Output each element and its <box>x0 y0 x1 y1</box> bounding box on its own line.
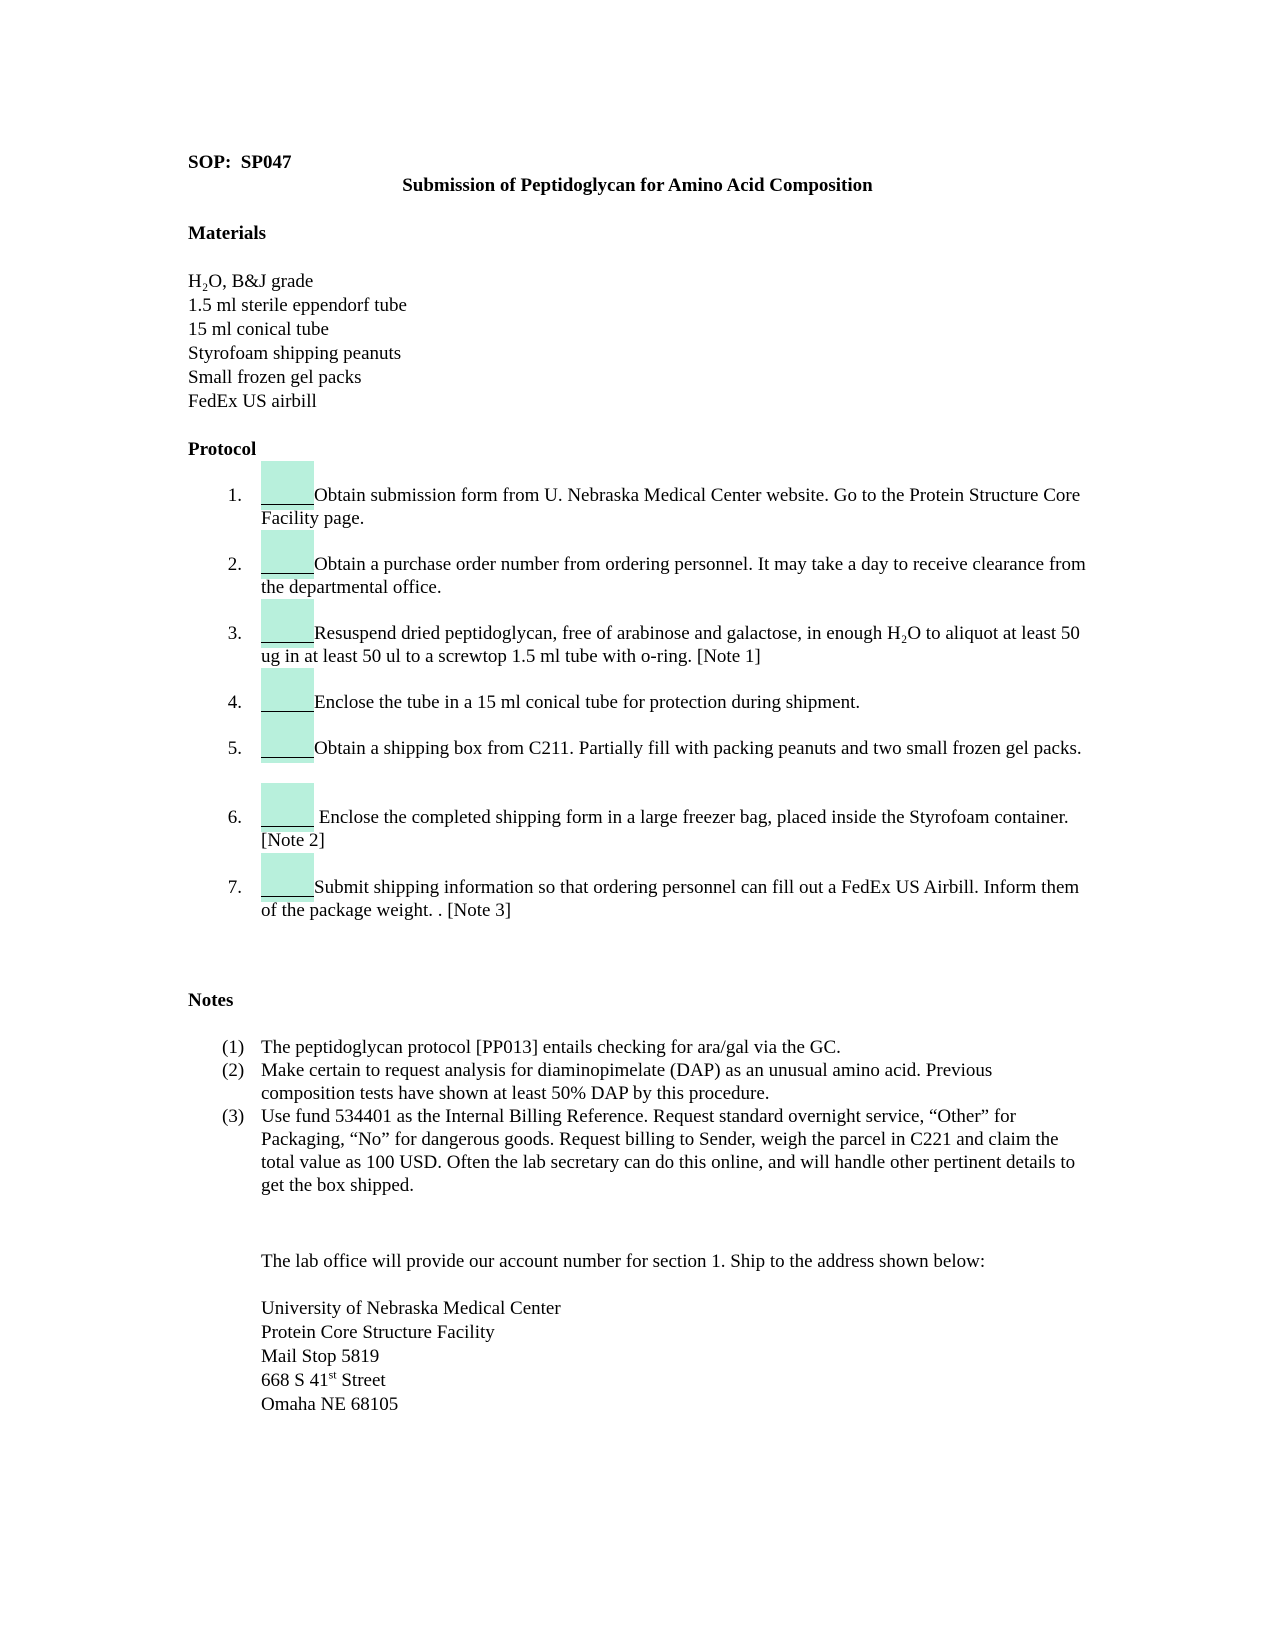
step-text: Obtain submission form from U. Nebraska Medical Center website. Go to the Protein Structure Core Facility page. <box>261 485 1081 529</box>
material-item: Styrofoam shipping peanuts <box>188 343 402 364</box>
note-number: (2) <box>222 1060 245 1081</box>
step-number: 4. <box>227 692 242 713</box>
step-text: Submit shipping information so that ordering personnel can fill out a FedEx US Airbill. Inform them of the package weight. . [Note 3] <box>261 877 1080 921</box>
shipping-address <box>261 1297 561 1417</box>
address-line-street <box>261 1369 561 1393</box>
step-text: Obtain a shipping box from C211. Partially fill with packing peanuts and two small frozen gel packs. <box>314 738 1082 759</box>
sop-id-line <box>188 151 291 174</box>
step-number: 5. <box>227 738 242 759</box>
material-item: H₂O, B&J grade <box>188 271 314 292</box>
address-line: Protein Core Structure Facility <box>261 1322 495 1343</box>
street-name: Street <box>336 1370 386 1391</box>
sop-label: SOP: <box>188 152 232 173</box>
document-title: Submission of Peptidoglycan for Amino Acid Composition <box>402 175 873 196</box>
material-item: FedEx US airbill <box>188 391 317 412</box>
note-text: Make certain to request analysis for diaminopimelate (DAP) as an unusual amino acid. Previous composition tests have shown at least 50% DAP by this procedure. <box>261 1060 993 1104</box>
step-text: Enclose the completed shipping form in a large freezer bag, placed inside the Styrofoam container. [Note 2] <box>261 807 1069 851</box>
street-number: 668 S 41 <box>261 1370 329 1391</box>
protocol-heading: Protocol <box>188 439 257 460</box>
step-number: 3. <box>227 623 242 644</box>
step-number: 2. <box>227 554 242 575</box>
materials-heading: Materials <box>188 223 267 244</box>
note-text: The peptidoglycan protocol [PP013] entails checking for ara/gal via the GC. <box>261 1037 841 1058</box>
material-item: Small frozen gel packs <box>188 367 362 388</box>
address-line: University of Nebraska Medical Center <box>261 1298 561 1319</box>
address-line: Omaha NE 68105 <box>261 1394 399 1415</box>
note-text: Use fund 534401 as the Internal Billing Reference. Request standard overnight service, “Other” for Packaging, “No” for dangerous goods. Request billing to Sender, weigh the parcel in C221 and claim the total value as 100 USD. Often the lab secretary can do this online, and will handle other pertinent details to get the box shipped. <box>261 1106 1076 1196</box>
material-item: 1.5 ml sterile eppendorf tube <box>188 295 407 316</box>
note-number: (3) <box>222 1106 245 1127</box>
step-text: Obtain a purchase order number from ordering personnel. It may take a day to receive clearance from the departmental office. <box>261 554 1086 598</box>
step-number: 1. <box>227 485 242 506</box>
notes-heading: Notes <box>188 990 234 1011</box>
sop-number: SP047 <box>240 152 292 173</box>
address-line: Mail Stop 5819 <box>261 1346 380 1367</box>
step-number: 7. <box>227 877 242 898</box>
step-number: 6. <box>227 807 242 828</box>
note-number: (1) <box>222 1037 245 1058</box>
step-text: Enclose the tube in a 15 ml conical tube for protection during shipment. <box>314 692 861 713</box>
material-item: 15 ml conical tube <box>188 319 329 340</box>
account-note: The lab office will provide our account number for section 1. Ship to the address shown below: <box>261 1251 986 1272</box>
step-text: Resuspend dried peptidoglycan, free of arabinose and galactose, in enough H₂O to aliquot at least 50 ug in at least 50 ul to a screwtop 1.5 ml tube with o-ring. [Note 1] <box>261 623 1080 667</box>
street-ordinal: st <box>328 1367 337 1382</box>
materials-list <box>188 270 407 414</box>
